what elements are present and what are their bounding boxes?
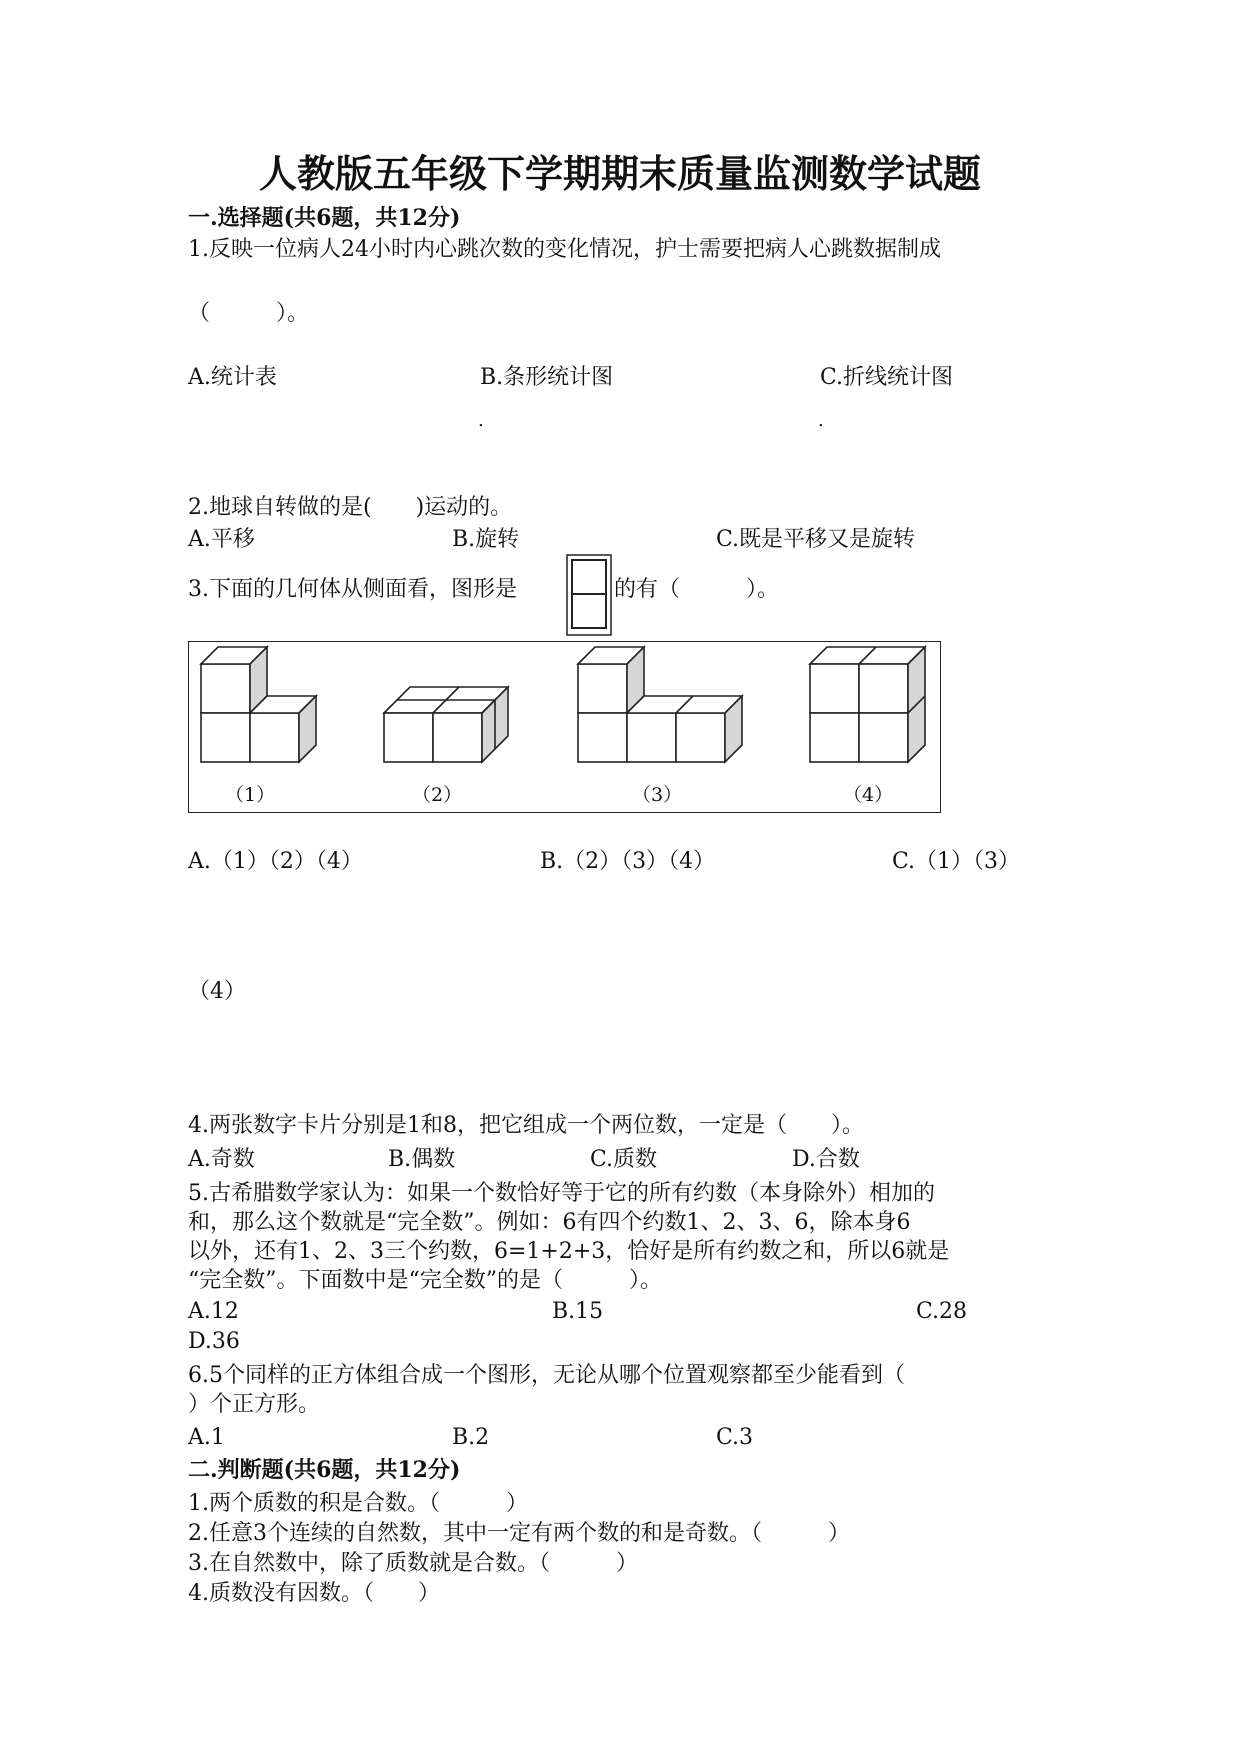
judge-item-4: 4.质数没有因数。（ ） <box>188 1581 440 1606</box>
q1-option-a: A.统计表 <box>188 365 277 390</box>
q6-option-b: B.2 <box>452 1425 490 1450</box>
q4-option-a: A.奇数 <box>188 1147 255 1172</box>
figure-label-1: （1） <box>225 784 276 806</box>
q4-option-d: D.合数 <box>792 1147 860 1172</box>
q1-blank: （ ）。 <box>188 301 310 326</box>
q3-option-c-continued: （4） <box>188 979 246 1004</box>
q3-option-b: B.（2）（3）（4） <box>540 849 716 874</box>
q5-option-a: A.12 <box>188 1299 239 1324</box>
section-1-heading: 一.选择题(共6题，共12分) <box>188 205 461 231</box>
q4-option-b: B.偶数 <box>388 1147 456 1172</box>
q2-option-c: C.既是平移又是旋转 <box>716 527 916 552</box>
q6-option-a: A.1 <box>188 1425 225 1450</box>
figure-4 <box>810 647 925 762</box>
q3-option-c: C.（1）（3） <box>892 849 1021 874</box>
q6-option-c: C.3 <box>716 1425 754 1450</box>
q1-option-b: B.条形统计图 <box>480 365 614 390</box>
side-view-icon <box>566 554 612 636</box>
figure-label-4: （4） <box>843 784 894 806</box>
page-title: 人教版五年级下学期期末质量监测数学试题 <box>258 151 981 196</box>
q2-option-a: A.平移 <box>188 527 255 552</box>
q3-stem-after: 的有（ ）。 <box>614 577 780 602</box>
q6-line-2: ）个正方形。 <box>188 1392 321 1417</box>
q1-option-c: C.折线统计图 <box>820 365 954 390</box>
q1-dot-c: . <box>818 410 824 431</box>
q4-option-c: C.质数 <box>590 1147 658 1172</box>
figure-1 <box>201 647 316 762</box>
judge-item-2: 2.任意3个连续的自然数，其中一定有两个数的和是奇数。（ ） <box>188 1521 850 1546</box>
q5-line-1: 5.古希腊数学家认为：如果一个数恰好等于它的所有约数（本身除外）相加的 <box>188 1181 935 1206</box>
q5-option-d: D.36 <box>188 1329 240 1354</box>
q4-stem: 4.两张数字卡片分别是1和8，把它组成一个两位数，一定是（ ）。 <box>188 1113 864 1138</box>
q1-stem: 1.反映一位病人24小时内心跳次数的变化情况，护士需要把病人心跳数据制成 <box>188 237 941 262</box>
figure-2 <box>384 687 508 762</box>
q5-line-2: 和，那么这个数就是“完全数”。例如：6有四个约数1、2、3、6，除本身6 <box>188 1210 911 1235</box>
q5-option-c: C.28 <box>916 1299 968 1324</box>
q3-option-a: A.（1）（2）（4） <box>188 849 363 874</box>
figure-3 <box>578 647 742 762</box>
q2-option-b: B.旋转 <box>452 527 520 552</box>
judge-item-1: 1.两个质数的积是合数。（ ） <box>188 1491 528 1516</box>
judge-item-3: 3.在自然数中，除了质数就是合数。（ ） <box>188 1551 638 1576</box>
q3-figures <box>188 641 941 813</box>
q1-dot-b: . <box>478 410 484 431</box>
q6-line-1: 6.5个同样的正方体组合成一个图形，无论从哪个位置观察都至少能看到（ <box>188 1363 905 1388</box>
section-2-heading: 二.判断题(共6题，共12分) <box>188 1457 461 1483</box>
q3-stem-before: 3.下面的几何体从侧面看，图形是 <box>188 577 517 602</box>
q2-stem: 2.地球自转做的是( )运动的。 <box>188 495 513 520</box>
q5-line-3: 以外，还有1、2、3三个约数，6=1+2+3，恰好是所有约数之和，所以6就是 <box>188 1239 950 1264</box>
q5-line-4: “完全数”。下面数中是“完全数”的是（ ）。 <box>188 1268 662 1293</box>
q5-option-b: B.15 <box>552 1299 604 1324</box>
q3-figure-box <box>188 641 941 813</box>
figure-label-2: （2） <box>412 784 463 806</box>
figure-label-3: （3） <box>632 784 683 806</box>
